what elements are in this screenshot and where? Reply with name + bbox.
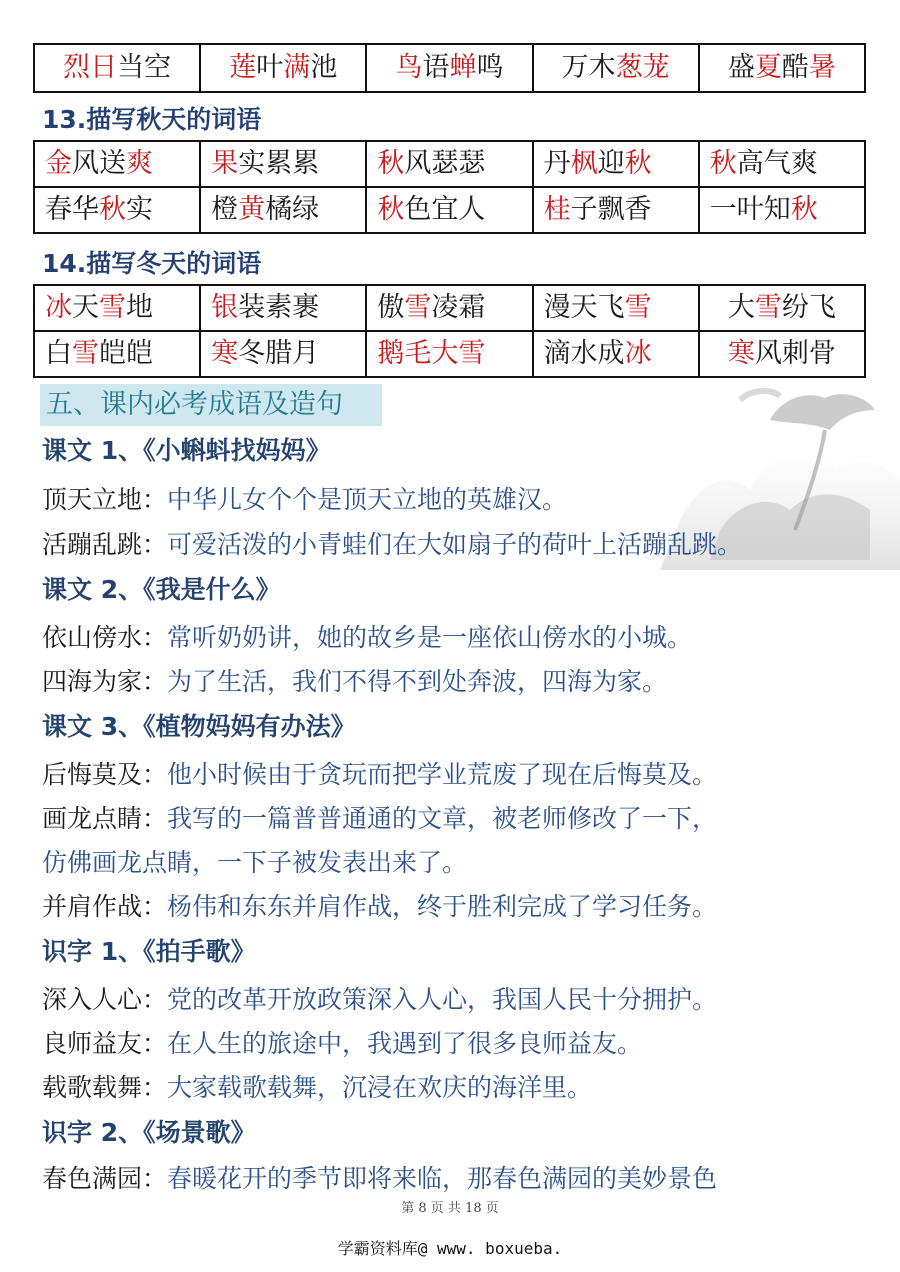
char: 空: [144, 52, 172, 83]
word-cell: [699, 44, 865, 92]
char: 语: [422, 52, 450, 83]
idiom-term: 良师益友：: [42, 1029, 168, 1058]
word-cell: 秋色宜人: [366, 187, 532, 233]
idiom-sentence: 为了生活，我们不得不到处奔波，四海为家。: [167, 667, 668, 696]
word-cell: 橙黄橘绿: [200, 187, 366, 233]
idiom-sentence: 中华儿女个个是顶天立地的英雄汉。: [167, 485, 568, 514]
red-char: 莲: [229, 52, 257, 83]
word-cell: 春华秋实: [34, 187, 200, 233]
summer-words-table: [33, 43, 866, 93]
red-char: 日: [90, 52, 118, 83]
word-cell: 寒风刺骨: [699, 331, 865, 377]
red-char: 满: [283, 52, 311, 83]
section-5-title: 五、课内必考成语及造句: [40, 384, 382, 426]
red-char: 葱: [615, 52, 643, 83]
idiom-term: 春色满园：: [42, 1164, 168, 1193]
autumn-words-row: [34, 187, 865, 233]
word-cell: [533, 44, 699, 92]
idiom-term: 活蹦乱跳：: [42, 530, 168, 559]
red-char: 烈: [63, 52, 91, 83]
idiom-sentence-continuation: 仿佛画龙点睛，一下子被发表出来了。: [42, 848, 468, 877]
autumn-words-row: [34, 141, 865, 187]
red-char: 暑: [808, 52, 836, 83]
idiom-term: 后悔莫及：: [42, 760, 168, 789]
idiom-entry: [42, 755, 717, 791]
word-cell: 一叶知秋: [699, 187, 865, 233]
idiom-entry: [42, 662, 667, 698]
word-cell: 桂子飘香: [533, 187, 699, 233]
char: 盛: [727, 52, 755, 83]
char: 鸣: [476, 52, 504, 83]
word-cell: 冰天雪地: [34, 285, 200, 331]
word-cell: 傲雪凌霜: [366, 285, 532, 331]
footer-watermark: 学霸资料库@ www. boxueba.: [337, 1239, 563, 1258]
char: 池: [310, 52, 338, 83]
word-cell: [200, 44, 366, 92]
idiom-sentence: 杨伟和东东并肩作战，终于胜利完成了学习任务。: [167, 892, 718, 921]
red-char: 鸟: [395, 52, 423, 83]
word-cell: 丹枫迎秋: [533, 141, 699, 187]
word-cell: 滴水成冰: [533, 331, 699, 377]
idiom-term: 画龙点睛：: [42, 804, 168, 833]
word-cell: 银装素裹: [200, 285, 366, 331]
lesson-title: 课文 3、《植物妈妈有办法》: [42, 712, 356, 741]
idiom-sentence: 大家载歌载舞，沉浸在欢庆的海洋里。: [167, 1073, 593, 1102]
idiom-sentence: 在人生的旅途中，我遇到了很多良师益友。: [167, 1029, 643, 1058]
lesson-title: 课文 1、《小蝌蚪找妈妈》: [42, 436, 331, 465]
idiom-sentence: 我写的一篇普普通通的文章，被老师修改了一下，: [167, 804, 718, 833]
section-13-title: 13.描写秋天的词语: [42, 105, 262, 134]
idiom-sentence: 他小时候由于贪玩而把学业荒废了现在后悔莫及。: [167, 760, 718, 789]
char: 酷: [781, 52, 809, 83]
word-cell: [34, 44, 200, 92]
idiom-entry: [42, 1159, 717, 1195]
idiom-entry: [42, 618, 692, 654]
lesson-title: 识字 2、《场景歌》: [42, 1118, 256, 1147]
char: 木: [588, 52, 616, 83]
idiom-entry: [42, 1068, 592, 1104]
red-char: 夏: [754, 52, 782, 83]
word-cell: 秋风瑟瑟: [366, 141, 532, 187]
autumn-words-table: [33, 140, 866, 234]
word-cell: 寒冬腊月: [200, 331, 366, 377]
word-cell: 金风送爽: [34, 141, 200, 187]
idiom-entry: [42, 887, 717, 923]
idiom-term: 依山傍水：: [42, 623, 168, 652]
idiom-term: 并肩作战：: [42, 892, 168, 921]
idiom-sentence: 常听奶奶讲，她的故乡是一座依山傍水的小城。: [167, 623, 693, 652]
char: 万: [561, 52, 589, 83]
idiom-term: 深入人心：: [42, 985, 168, 1014]
idiom-term: 顶天立地：: [42, 485, 168, 514]
word-cell: 漫天飞雪: [533, 285, 699, 331]
idiom-sentence: 党的改革开放政策深入人心，我国人民十分拥护。: [167, 985, 718, 1014]
char: 当: [117, 52, 145, 83]
char: 叶: [256, 52, 284, 83]
word-cell: 果实累累: [200, 141, 366, 187]
section-14-title: 14.描写冬天的词语: [42, 249, 262, 278]
idiom-entry: [42, 980, 717, 1016]
idiom-term: 载歌载舞：: [42, 1073, 168, 1102]
lesson-title: 课文 2、《我是什么》: [42, 575, 281, 604]
idiom-term: 四海为家：: [42, 667, 168, 696]
word-cell: 秋高气爽: [699, 141, 865, 187]
idiom-entry: [42, 799, 717, 835]
word-cell: 白雪皑皑: [34, 331, 200, 377]
word-cell: 鹅毛大雪: [366, 331, 532, 377]
idiom-entry: [42, 525, 742, 561]
summer-words-row: [34, 44, 865, 92]
idiom-entry: [42, 480, 567, 516]
red-char: 茏: [642, 52, 670, 83]
word-cell: 大雪纷飞: [699, 285, 865, 331]
idiom-sentence: 可爱活泼的小青蛙们在大如扇子的荷叶上活蹦乱跳。: [167, 530, 743, 559]
red-char: 蝉: [449, 52, 477, 83]
word-cell: [366, 44, 532, 92]
lesson-title: 识字 1、《拍手歌》: [42, 937, 256, 966]
winter-words-row: [34, 285, 865, 331]
idiom-sentence: 春暖花开的季节即将来临，那春色满园的美妙景色: [167, 1164, 718, 1193]
page-number: 第 8 页 共 18 页: [401, 1201, 499, 1216]
idiom-entry: [42, 1024, 642, 1060]
